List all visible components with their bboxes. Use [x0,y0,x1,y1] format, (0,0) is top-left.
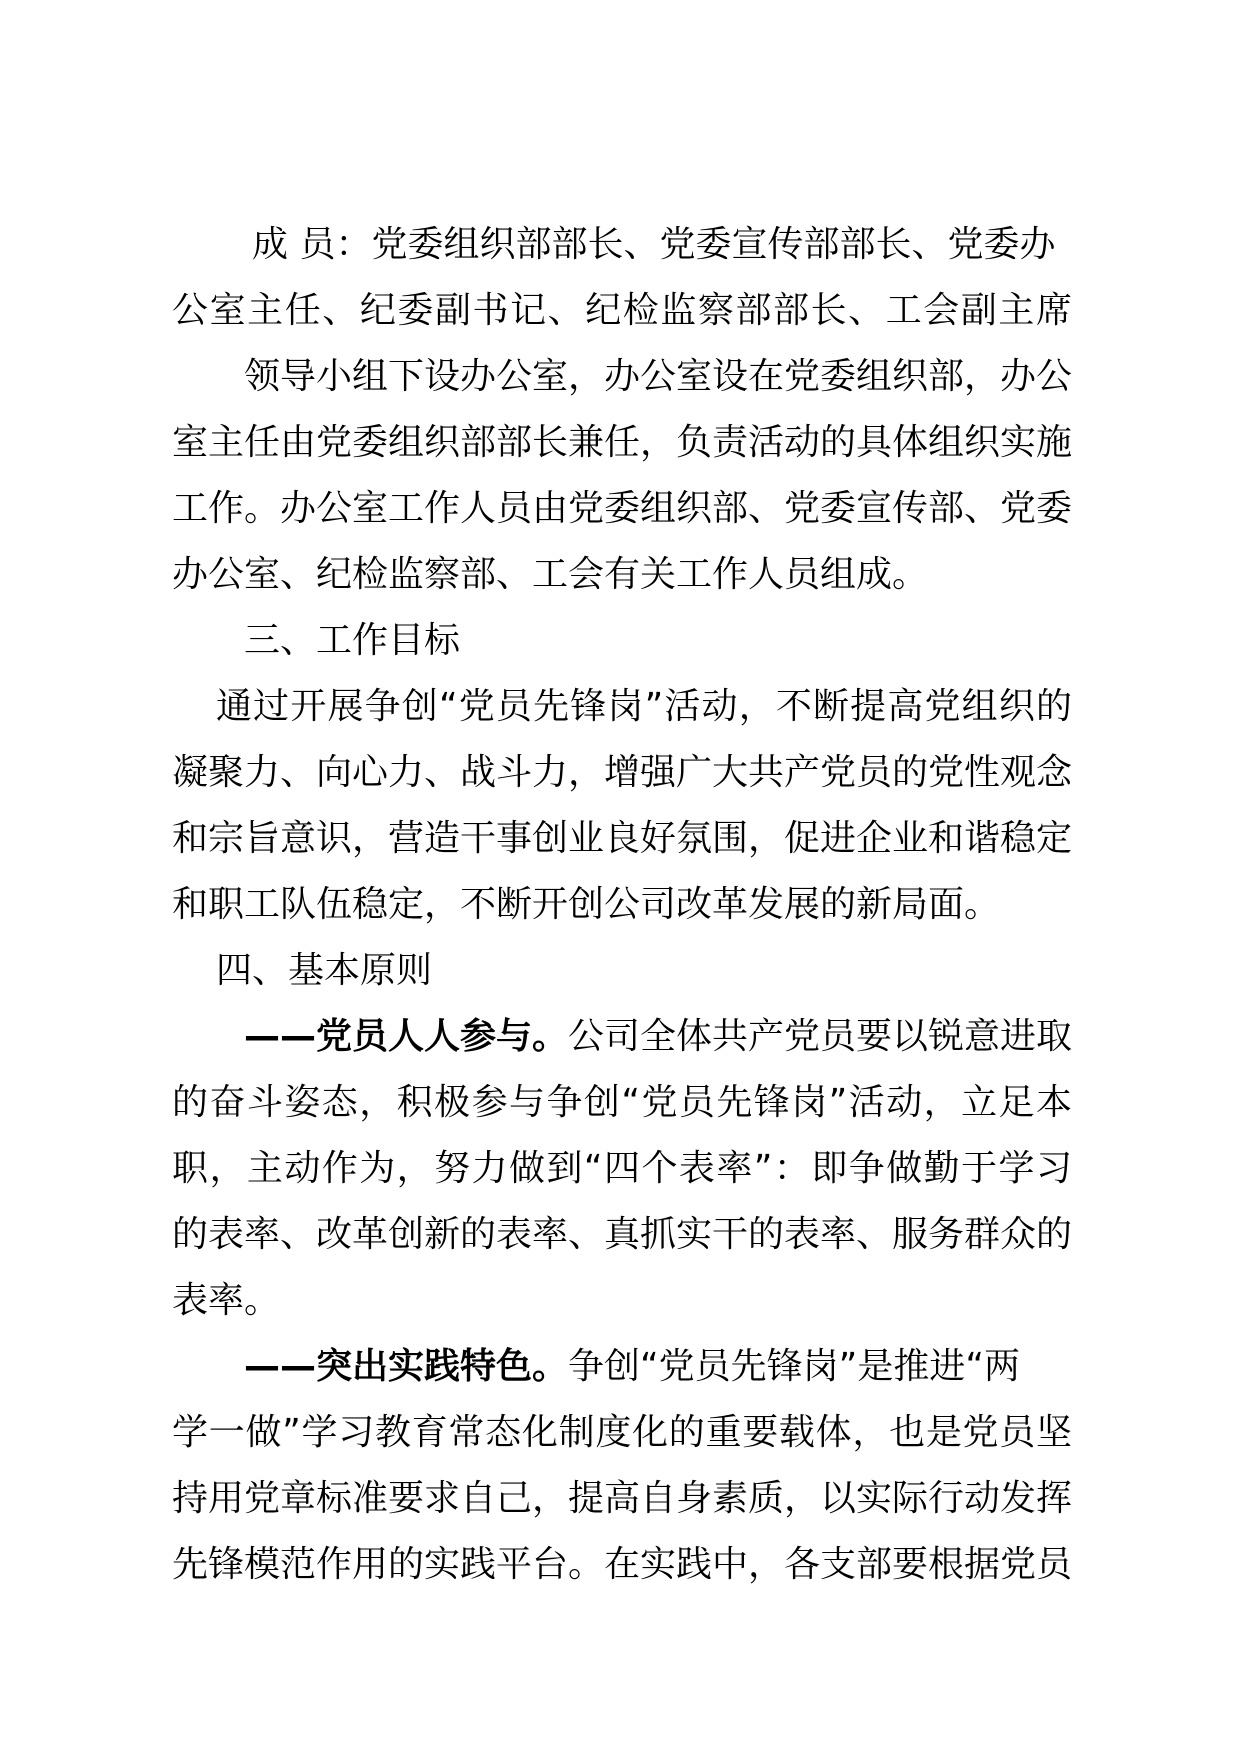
document-body [172,212,1072,1598]
members-line-2: 公室主任、纪委副书记、纪检监察部部长、工会副主席 [172,290,1072,331]
principle-1-line-1 [172,1004,1072,1070]
principle-1-title: ——党员人人参与。 [244,1016,569,1057]
members-list-start: 党委组织部部长、党委宣传部部长、党委办 [371,224,1056,265]
section-3-heading: 三、工作目标 [244,620,461,661]
goal-line-3: 和宗旨意识，营造干事创业良好氛围，促进企业和谐稳定 [172,818,1073,859]
principle-2-title: ——突出实践特色。 [244,1346,569,1387]
principle-1-line-5: 表率。 [172,1280,281,1321]
principle-1-line-2: 的奋斗姿态，积极参与争创“党员先锋岗”活动，立足本 [172,1082,1072,1123]
goal-line-2: 凝聚力、向心力、战斗力，增强广大共产党员的党性观念 [172,752,1073,793]
principle-1-line-3: 职，主动作为，努力做到“四个表率”：即争做勤于学习 [172,1148,1072,1189]
principle-1-line-4: 的表率、改革创新的表率、真抓实干的表率、服务群众的 [172,1214,1073,1255]
office-line-2: 室主任由党委组织部部长兼任，负责活动的具体组织实施 [172,422,1073,463]
office-line-4: 办公室、纪检监察部、工会有关工作人员组成。 [172,554,929,595]
principle-2-text-start: 争创“党员先锋岗”是推进“两 [568,1346,1020,1387]
principle-2-line-3: 持用党章标准要求自己，提高自身素质，以实际行动发挥 [172,1478,1073,1519]
office-line-1: 领导小组下设办公室，办公室设在党委组织部，办公 [244,356,1073,397]
members-label: 成 员 [252,224,336,265]
goal-line-1: 通过开展争创“党员先锋岗”活动，不断提高党组织的 [216,686,1072,727]
principle-2-line-4: 先锋模范作用的实践平台。在实践中，各支部要根据党员 [172,1544,1073,1585]
principle-2-line-2: 学一做”学习教育常态化制度化的重要载体，也是党员坚 [172,1412,1072,1453]
members-colon: ： [335,224,372,265]
principle-1-text-start: 公司全体共产党员要以锐意进取 [568,1016,1073,1057]
principle-2-line-1 [172,1334,1072,1400]
members-line-1 [172,212,1072,278]
section-4-heading: 四、基本原则 [216,950,433,991]
office-line-3: 工作。办公室工作人员由党委组织部、党委宣传部、党委 [172,488,1073,529]
goal-line-4: 和职工队伍稳定，不断开创公司改革发展的新局面。 [172,884,1001,925]
